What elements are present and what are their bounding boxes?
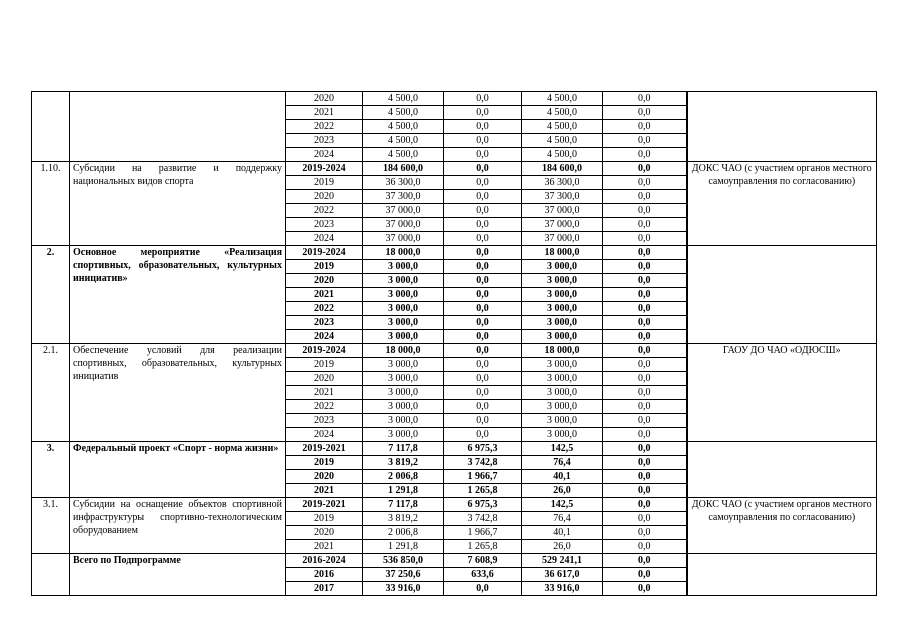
regional-budget-cell: 3 000,0 — [522, 414, 603, 428]
period-cell: 2017 — [286, 582, 363, 596]
regional-budget-cell: 40,1 — [522, 470, 603, 484]
item-number: 2. — [32, 246, 70, 344]
federal-budget-cell: 0,0 — [444, 92, 522, 106]
other-sources-cell: 0,0 — [603, 190, 687, 204]
other-sources-cell: 0,0 — [603, 344, 687, 358]
federal-budget-cell: 0,0 — [444, 176, 522, 190]
other-sources-cell: 0,0 — [603, 442, 687, 456]
regional-budget-cell: 142,5 — [522, 442, 603, 456]
other-sources-cell: 0,0 — [603, 498, 687, 512]
item-name: Обеспечение условий для реализации спортивных, образовательных, культурных инициатив — [70, 344, 286, 442]
federal-budget-cell: 633,6 — [444, 568, 522, 582]
total-cell: 3 000,0 — [363, 372, 444, 386]
other-sources-cell: 0,0 — [603, 414, 687, 428]
regional-budget-cell: 3 000,0 — [522, 274, 603, 288]
period-cell: 2022 — [286, 204, 363, 218]
total-cell: 4 500,0 — [363, 148, 444, 162]
total-cell: 37 000,0 — [363, 204, 444, 218]
federal-budget-cell: 0,0 — [444, 106, 522, 120]
federal-budget-cell: 0,0 — [444, 260, 522, 274]
total-cell: 3 000,0 — [363, 428, 444, 442]
total-cell: 184 600,0 — [363, 162, 444, 176]
period-cell: 2021 — [286, 484, 363, 498]
total-cell: 7 117,8 — [363, 498, 444, 512]
item-name: Федеральный проект «Спорт - норма жизни» — [70, 442, 286, 498]
regional-budget-cell: 40,1 — [522, 526, 603, 540]
total-cell: 4 500,0 — [363, 92, 444, 106]
federal-budget-cell: 3 742,8 — [444, 512, 522, 526]
item-number: 1.10. — [32, 162, 70, 246]
other-sources-cell: 0,0 — [603, 512, 687, 526]
table-row — [32, 554, 877, 568]
period-cell: 2019 — [286, 456, 363, 470]
responsible-executor — [687, 92, 877, 162]
period-cell: 2016-2024 — [286, 554, 363, 568]
period-cell: 2023 — [286, 316, 363, 330]
regional-budget-cell: 3 000,0 — [522, 400, 603, 414]
responsible-executor — [687, 246, 877, 344]
total-cell: 18 000,0 — [363, 344, 444, 358]
regional-budget-cell: 18 000,0 — [522, 344, 603, 358]
period-cell: 2024 — [286, 330, 363, 344]
other-sources-cell: 0,0 — [603, 232, 687, 246]
table-row — [32, 92, 877, 106]
federal-budget-cell: 0,0 — [444, 204, 522, 218]
other-sources-cell: 0,0 — [603, 120, 687, 134]
regional-budget-cell: 37 300,0 — [522, 190, 603, 204]
federal-budget-cell: 0,0 — [444, 246, 522, 260]
federal-budget-cell: 0,0 — [444, 302, 522, 316]
period-cell: 2022 — [286, 302, 363, 316]
federal-budget-cell: 7 608,9 — [444, 554, 522, 568]
item-number: 2.1. — [32, 344, 70, 442]
period-cell: 2019 — [286, 358, 363, 372]
other-sources-cell: 0,0 — [603, 92, 687, 106]
regional-budget-cell: 4 500,0 — [522, 106, 603, 120]
regional-budget-cell: 3 000,0 — [522, 260, 603, 274]
federal-budget-cell: 6 975,3 — [444, 498, 522, 512]
period-cell: 2019-2024 — [286, 344, 363, 358]
total-cell: 536 850,0 — [363, 554, 444, 568]
period-cell: 2016 — [286, 568, 363, 582]
other-sources-cell: 0,0 — [603, 302, 687, 316]
period-cell: 2021 — [286, 288, 363, 302]
other-sources-cell: 0,0 — [603, 372, 687, 386]
federal-budget-cell: 0,0 — [444, 134, 522, 148]
federal-budget-cell: 0,0 — [444, 414, 522, 428]
other-sources-cell: 0,0 — [603, 260, 687, 274]
regional-budget-cell: 3 000,0 — [522, 372, 603, 386]
total-cell: 37 250,6 — [363, 568, 444, 582]
period-cell: 2020 — [286, 470, 363, 484]
regional-budget-cell: 4 500,0 — [522, 134, 603, 148]
regional-budget-cell: 3 000,0 — [522, 330, 603, 344]
federal-budget-cell: 6 975,3 — [444, 442, 522, 456]
total-cell: 1 291,8 — [363, 540, 444, 554]
total-cell: 3 819,2 — [363, 456, 444, 470]
total-cell: 3 000,0 — [363, 386, 444, 400]
period-cell: 2020 — [286, 526, 363, 540]
table-row — [32, 344, 877, 358]
federal-budget-cell: 3 742,8 — [444, 456, 522, 470]
total-cell: 3 000,0 — [363, 302, 444, 316]
total-cell: 1 291,8 — [363, 484, 444, 498]
other-sources-cell: 0,0 — [603, 148, 687, 162]
regional-budget-cell: 26,0 — [522, 540, 603, 554]
regional-budget-cell: 3 000,0 — [522, 386, 603, 400]
other-sources-cell: 0,0 — [603, 400, 687, 414]
regional-budget-cell: 3 000,0 — [522, 428, 603, 442]
regional-budget-cell: 4 500,0 — [522, 148, 603, 162]
responsible-executor — [687, 442, 877, 498]
other-sources-cell: 0,0 — [603, 274, 687, 288]
regional-budget-cell: 3 000,0 — [522, 316, 603, 330]
item-number — [32, 92, 70, 162]
total-cell: 37 000,0 — [363, 232, 444, 246]
total-cell: 2 006,8 — [363, 470, 444, 484]
table-row — [32, 498, 877, 512]
period-cell: 2019-2024 — [286, 246, 363, 260]
period-cell: 2020 — [286, 190, 363, 204]
regional-budget-cell: 36 617,0 — [522, 568, 603, 582]
period-cell: 2021 — [286, 540, 363, 554]
other-sources-cell: 0,0 — [603, 358, 687, 372]
period-cell: 2024 — [286, 232, 363, 246]
period-cell: 2021 — [286, 386, 363, 400]
table-row — [32, 246, 877, 260]
item-name: Всего по Подпрограмме — [70, 554, 286, 596]
budget-table — [31, 91, 877, 596]
table-row — [32, 162, 877, 176]
total-cell: 3 000,0 — [363, 414, 444, 428]
federal-budget-cell: 0,0 — [444, 218, 522, 232]
period-cell: 2023 — [286, 134, 363, 148]
regional-budget-cell: 37 000,0 — [522, 204, 603, 218]
total-cell: 3 000,0 — [363, 274, 444, 288]
federal-budget-cell: 0,0 — [444, 190, 522, 204]
total-cell: 4 500,0 — [363, 106, 444, 120]
total-cell: 18 000,0 — [363, 246, 444, 260]
item-number: 3.1. — [32, 498, 70, 554]
federal-budget-cell: 0,0 — [444, 274, 522, 288]
regional-budget-cell: 3 000,0 — [522, 358, 603, 372]
period-cell: 2019-2021 — [286, 498, 363, 512]
table-row — [32, 442, 877, 456]
regional-budget-cell: 18 000,0 — [522, 246, 603, 260]
other-sources-cell: 0,0 — [603, 526, 687, 540]
other-sources-cell: 0,0 — [603, 484, 687, 498]
regional-budget-cell: 4 500,0 — [522, 120, 603, 134]
other-sources-cell: 0,0 — [603, 106, 687, 120]
responsible-executor — [687, 554, 877, 596]
regional-budget-cell: 26,0 — [522, 484, 603, 498]
total-cell: 3 000,0 — [363, 288, 444, 302]
other-sources-cell: 0,0 — [603, 330, 687, 344]
total-cell: 33 916,0 — [363, 582, 444, 596]
federal-budget-cell: 1 966,7 — [444, 526, 522, 540]
federal-budget-cell: 1 966,7 — [444, 470, 522, 484]
other-sources-cell: 0,0 — [603, 456, 687, 470]
total-cell: 3 819,2 — [363, 512, 444, 526]
federal-budget-cell: 0,0 — [444, 120, 522, 134]
period-cell: 2019 — [286, 176, 363, 190]
item-number: 3. — [32, 442, 70, 498]
federal-budget-cell: 0,0 — [444, 386, 522, 400]
total-cell: 3 000,0 — [363, 330, 444, 344]
federal-budget-cell: 1 265,8 — [444, 484, 522, 498]
period-cell: 2019-2024 — [286, 162, 363, 176]
other-sources-cell: 0,0 — [603, 316, 687, 330]
period-cell: 2020 — [286, 92, 363, 106]
other-sources-cell: 0,0 — [603, 554, 687, 568]
period-cell: 2023 — [286, 218, 363, 232]
regional-budget-cell: 36 300,0 — [522, 176, 603, 190]
federal-budget-cell: 0,0 — [444, 372, 522, 386]
total-cell: 37 000,0 — [363, 218, 444, 232]
item-name: Основное мероприятие «Реализация спортивных, образовательных, культурных инициатив» — [70, 246, 286, 344]
total-cell: 3 000,0 — [363, 358, 444, 372]
other-sources-cell: 0,0 — [603, 470, 687, 484]
regional-budget-cell: 3 000,0 — [522, 302, 603, 316]
federal-budget-cell: 0,0 — [444, 316, 522, 330]
total-cell: 3 000,0 — [363, 400, 444, 414]
other-sources-cell: 0,0 — [603, 568, 687, 582]
federal-budget-cell: 0,0 — [444, 344, 522, 358]
responsible-executor: ДОКС ЧАО (с участием органов местного самоуправления по согласованию) — [687, 498, 877, 554]
period-cell: 2024 — [286, 428, 363, 442]
regional-budget-cell: 4 500,0 — [522, 92, 603, 106]
federal-budget-cell: 0,0 — [444, 358, 522, 372]
total-cell: 3 000,0 — [363, 260, 444, 274]
total-cell: 4 500,0 — [363, 120, 444, 134]
other-sources-cell: 0,0 — [603, 176, 687, 190]
period-cell: 2019 — [286, 260, 363, 274]
period-cell: 2024 — [286, 148, 363, 162]
total-cell: 37 300,0 — [363, 190, 444, 204]
regional-budget-cell: 184 600,0 — [522, 162, 603, 176]
other-sources-cell: 0,0 — [603, 540, 687, 554]
other-sources-cell: 0,0 — [603, 288, 687, 302]
period-cell: 2019-2021 — [286, 442, 363, 456]
item-name: Субсидии на оснащение объектов спортивной инфраструктуры спортивно-технологическим оборудованием — [70, 498, 286, 554]
federal-budget-cell: 0,0 — [444, 162, 522, 176]
federal-budget-cell: 0,0 — [444, 400, 522, 414]
federal-budget-cell: 1 265,8 — [444, 540, 522, 554]
regional-budget-cell: 142,5 — [522, 498, 603, 512]
regional-budget-cell: 37 000,0 — [522, 218, 603, 232]
total-cell: 36 300,0 — [363, 176, 444, 190]
federal-budget-cell: 0,0 — [444, 582, 522, 596]
responsible-executor: ГАОУ ДО ЧАО «ОДЮСШ» — [687, 344, 877, 442]
other-sources-cell: 0,0 — [603, 134, 687, 148]
other-sources-cell: 0,0 — [603, 204, 687, 218]
item-number — [32, 554, 70, 596]
period-cell: 2021 — [286, 106, 363, 120]
regional-budget-cell: 37 000,0 — [522, 232, 603, 246]
other-sources-cell: 0,0 — [603, 386, 687, 400]
federal-budget-cell: 0,0 — [444, 330, 522, 344]
other-sources-cell: 0,0 — [603, 582, 687, 596]
responsible-executor: ДОКС ЧАО (с участием органов местного самоуправления по согласованию) — [687, 162, 877, 246]
other-sources-cell: 0,0 — [603, 162, 687, 176]
other-sources-cell: 0,0 — [603, 246, 687, 260]
total-cell: 4 500,0 — [363, 134, 444, 148]
federal-budget-cell: 0,0 — [444, 428, 522, 442]
other-sources-cell: 0,0 — [603, 218, 687, 232]
period-cell: 2023 — [286, 414, 363, 428]
item-name — [70, 92, 286, 162]
total-cell: 3 000,0 — [363, 316, 444, 330]
regional-budget-cell: 76,4 — [522, 456, 603, 470]
period-cell: 2022 — [286, 120, 363, 134]
other-sources-cell: 0,0 — [603, 428, 687, 442]
period-cell: 2022 — [286, 400, 363, 414]
total-cell: 2 006,8 — [363, 526, 444, 540]
total-cell: 7 117,8 — [363, 442, 444, 456]
federal-budget-cell: 0,0 — [444, 288, 522, 302]
regional-budget-cell: 3 000,0 — [522, 288, 603, 302]
regional-budget-cell: 33 916,0 — [522, 582, 603, 596]
period-cell: 2020 — [286, 372, 363, 386]
federal-budget-cell: 0,0 — [444, 232, 522, 246]
period-cell: 2019 — [286, 512, 363, 526]
federal-budget-cell: 0,0 — [444, 148, 522, 162]
regional-budget-cell: 76,4 — [522, 512, 603, 526]
regional-budget-cell: 529 241,1 — [522, 554, 603, 568]
item-name: Субсидии на развитие и поддержку национальных видов спорта — [70, 162, 286, 246]
table-body — [32, 92, 877, 596]
period-cell: 2020 — [286, 274, 363, 288]
